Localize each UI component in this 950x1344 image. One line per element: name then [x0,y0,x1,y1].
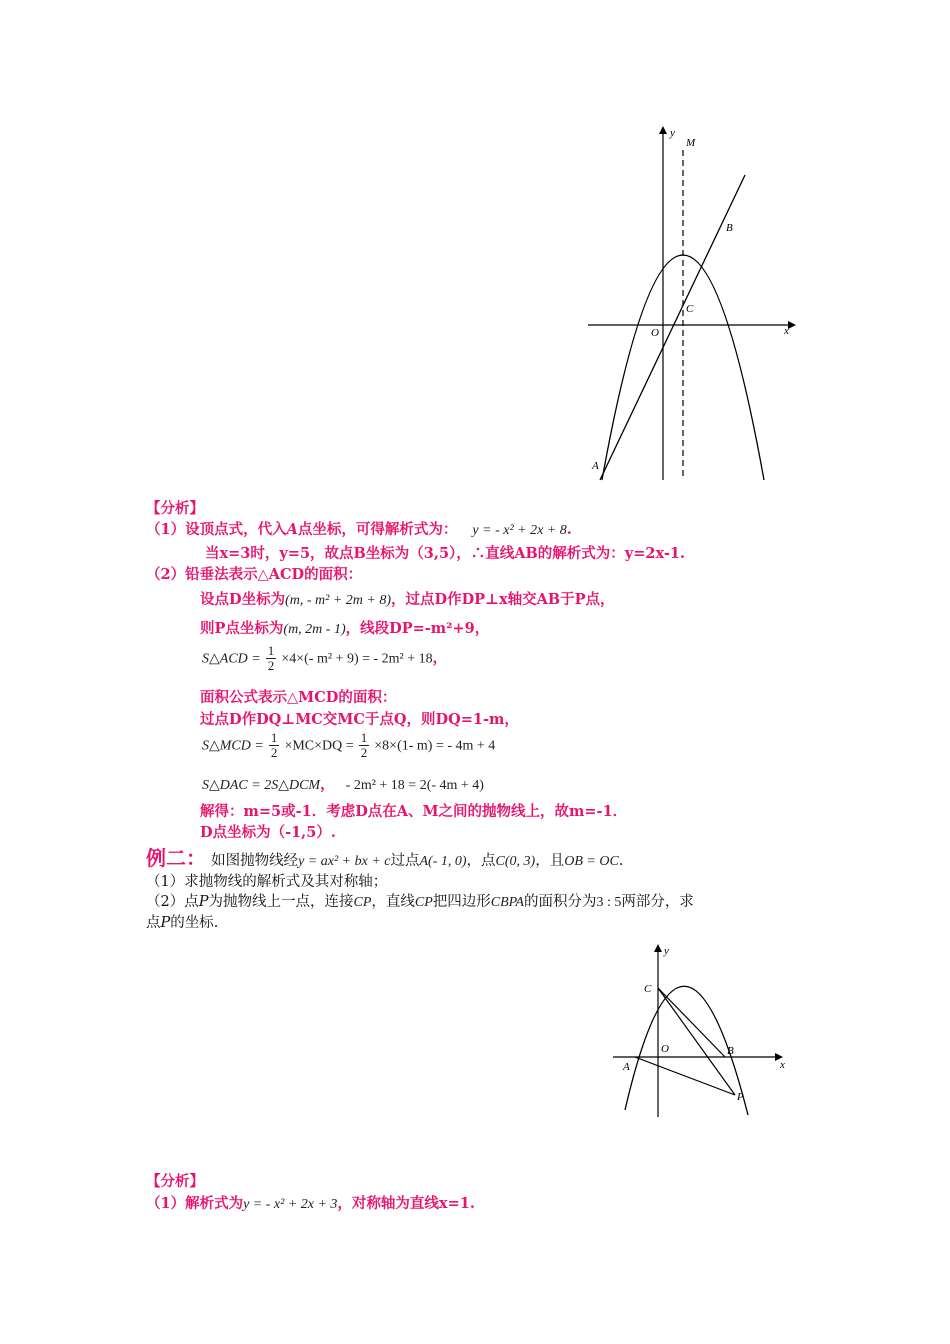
label-y: y [670,127,675,139]
label-a: A [623,1061,630,1073]
figure-2-graph [605,940,805,1120]
fraction-denominator: 2 [267,658,275,673]
segment-cp [658,988,735,1095]
analysis2-line-1 [146,1192,475,1213]
q2-text-b: 为抛物线上一点，连接 [208,894,354,910]
analysis1-line-6 [202,644,447,673]
analysis1-line-12: D点坐标为（-1,5）. [200,824,336,841]
q2-text-c: ，直线 [371,894,415,910]
analysis1-coord-p: (m, 2m - 1) [283,622,346,637]
analysis1-line-5 [200,617,489,638]
q2-ratio: 3 : 5 [596,895,622,910]
example2-text-c: ，点 [466,853,496,869]
analysis1-line-1 [146,518,572,539]
analysis1-line-10 [202,773,484,794]
analysis1-formula-1: y = - x² + 2x + 8 [472,523,567,538]
fraction-denominator: 2 [360,745,368,760]
example2-formula: y = ax² + bx + c [298,854,391,869]
q3-point-p: P [160,915,171,931]
q3-text-a: 点 [146,915,161,931]
fraction-numerator: 1 [360,730,368,745]
line-ab [600,175,745,480]
analysis1-line-11: 解得：m=5或-1．考虑D点在A、M之间的抛物线上，故m=-1． [200,803,628,820]
example2-text-b: 过点 [390,853,420,869]
q2-text-d: 把四边形 [432,894,491,910]
x-axis-arrow-icon [788,321,796,329]
analysis1-area-acd-formula: ×4×(- m² + 9) = - 2m² + 18 [281,651,433,667]
fraction-numerator: 1 [267,643,275,658]
label-x: x [784,325,789,337]
q2-point-p: P [198,894,209,910]
analysis1-area-acd-label: S△ACD = [202,651,261,667]
analysis1-line-9 [202,731,495,760]
analysis-heading-2: 【分析】 [146,1173,204,1190]
example2-text-d: ，且 [535,853,565,869]
example2-title: 例二： [146,846,206,870]
analysis1-line-5-suffix: ，线段DP=-m²+9， [345,620,490,637]
example2-question-2-cont [146,911,218,932]
segment-ap [635,1057,735,1095]
analysis1-area-relation: S△DAC = 2S△DCM [202,778,321,793]
analysis-heading-1: 【分析】 [146,500,204,517]
label-c: C [644,983,652,995]
analysis2-prefix: （1）解析式为 [146,1195,244,1212]
q2-text-e: 的面积分为 [523,894,597,910]
example2-question-1: （1）求抛物线的解析式及其对称轴； [146,874,388,890]
label-p: P [737,1091,744,1103]
analysis1-line-5-prefix: 则P点坐标为 [200,620,284,637]
label-m: M [686,137,696,149]
analysis1-line-4-suffix: ，过点D作DP⊥x轴交AB于P点， [391,591,615,608]
analysis2-suffix: ，对称轴为直线x=1. [337,1195,475,1212]
analysis1-coord-d: (m, - m² + 2m + 8) [285,593,391,608]
fraction-half [269,731,280,760]
q2-quad: CBPA [490,895,524,910]
label-b: B [727,1045,734,1057]
q3-text-b: 的坐标. [170,915,219,931]
example2-line-1 [146,842,623,871]
example2-text-a: 如图抛物线经 [211,853,299,869]
label-o: O [651,327,659,339]
analysis1-line-3: （2）铅垂法表示△ACD的面积： [146,566,363,583]
example2-text-e: . [618,853,624,869]
figure-1-graph [580,120,810,490]
y-axis-arrow-icon [654,944,662,952]
example2-point-c: C(0, 3) [495,854,536,869]
analysis1-line-10-sep: ， [320,776,335,793]
fraction-half [266,644,277,673]
fraction-numerator: 1 [270,730,278,745]
analysis2-formula: y = - x² + 2x + 3 [243,1197,338,1212]
example2-question-2 [146,890,694,911]
q2-line-cp: CP [414,895,433,910]
parabola-curve [602,255,764,480]
analysis1-equation: - 2m² + 18 = 2(- 4m + 4) [345,778,484,793]
fraction-half [359,731,370,760]
example2-condition: OB = OC [564,854,619,869]
analysis1-area-mcd-right: ×8×(1- m) = - 4m + 4 [374,738,496,754]
label-b: B [726,222,733,234]
analysis1-line-4-prefix: 设点D坐标为 [200,591,286,608]
label-a: A [592,460,599,472]
y-axis-arrow-icon [659,126,667,134]
analysis1-line-8: 过点D作DQ⊥MC交MC于点Q，则DQ=1-m， [200,711,519,728]
analysis1-line-1-prefix: （1）设顶点式，代入 [146,521,287,538]
label-y: y [664,945,669,957]
label-c: C [686,303,694,315]
analysis1-line-1-mid: 点坐标，可得解析式为： [297,521,458,538]
analysis1-line-1-end: . [566,521,572,538]
q2-segment-cp: CP [353,895,372,910]
analysis1-point-a: A [286,521,298,538]
analysis1-line-6-end: ， [432,649,448,667]
analysis1-line-4 [200,588,615,609]
analysis1-line-7: 面积公式表示△MCD的面积： [200,689,397,706]
label-x: x [780,1059,785,1071]
analysis1-line-2: 当x=3时，y=5，故点B坐标为（3,5），∴直线AB的解析式为：y=2x-1. [205,545,685,562]
label-o: O [661,1043,669,1055]
q2-text-a: （2）点 [146,894,199,910]
q2-text-f: 两部分，求 [621,894,694,910]
analysis1-area-mcd-label: S△MCD = [202,738,264,754]
fraction-denominator: 2 [270,745,278,760]
example2-point-a: A(- 1, 0) [419,854,467,869]
analysis1-area-mcd-mid: ×MC×DQ = [284,738,354,754]
